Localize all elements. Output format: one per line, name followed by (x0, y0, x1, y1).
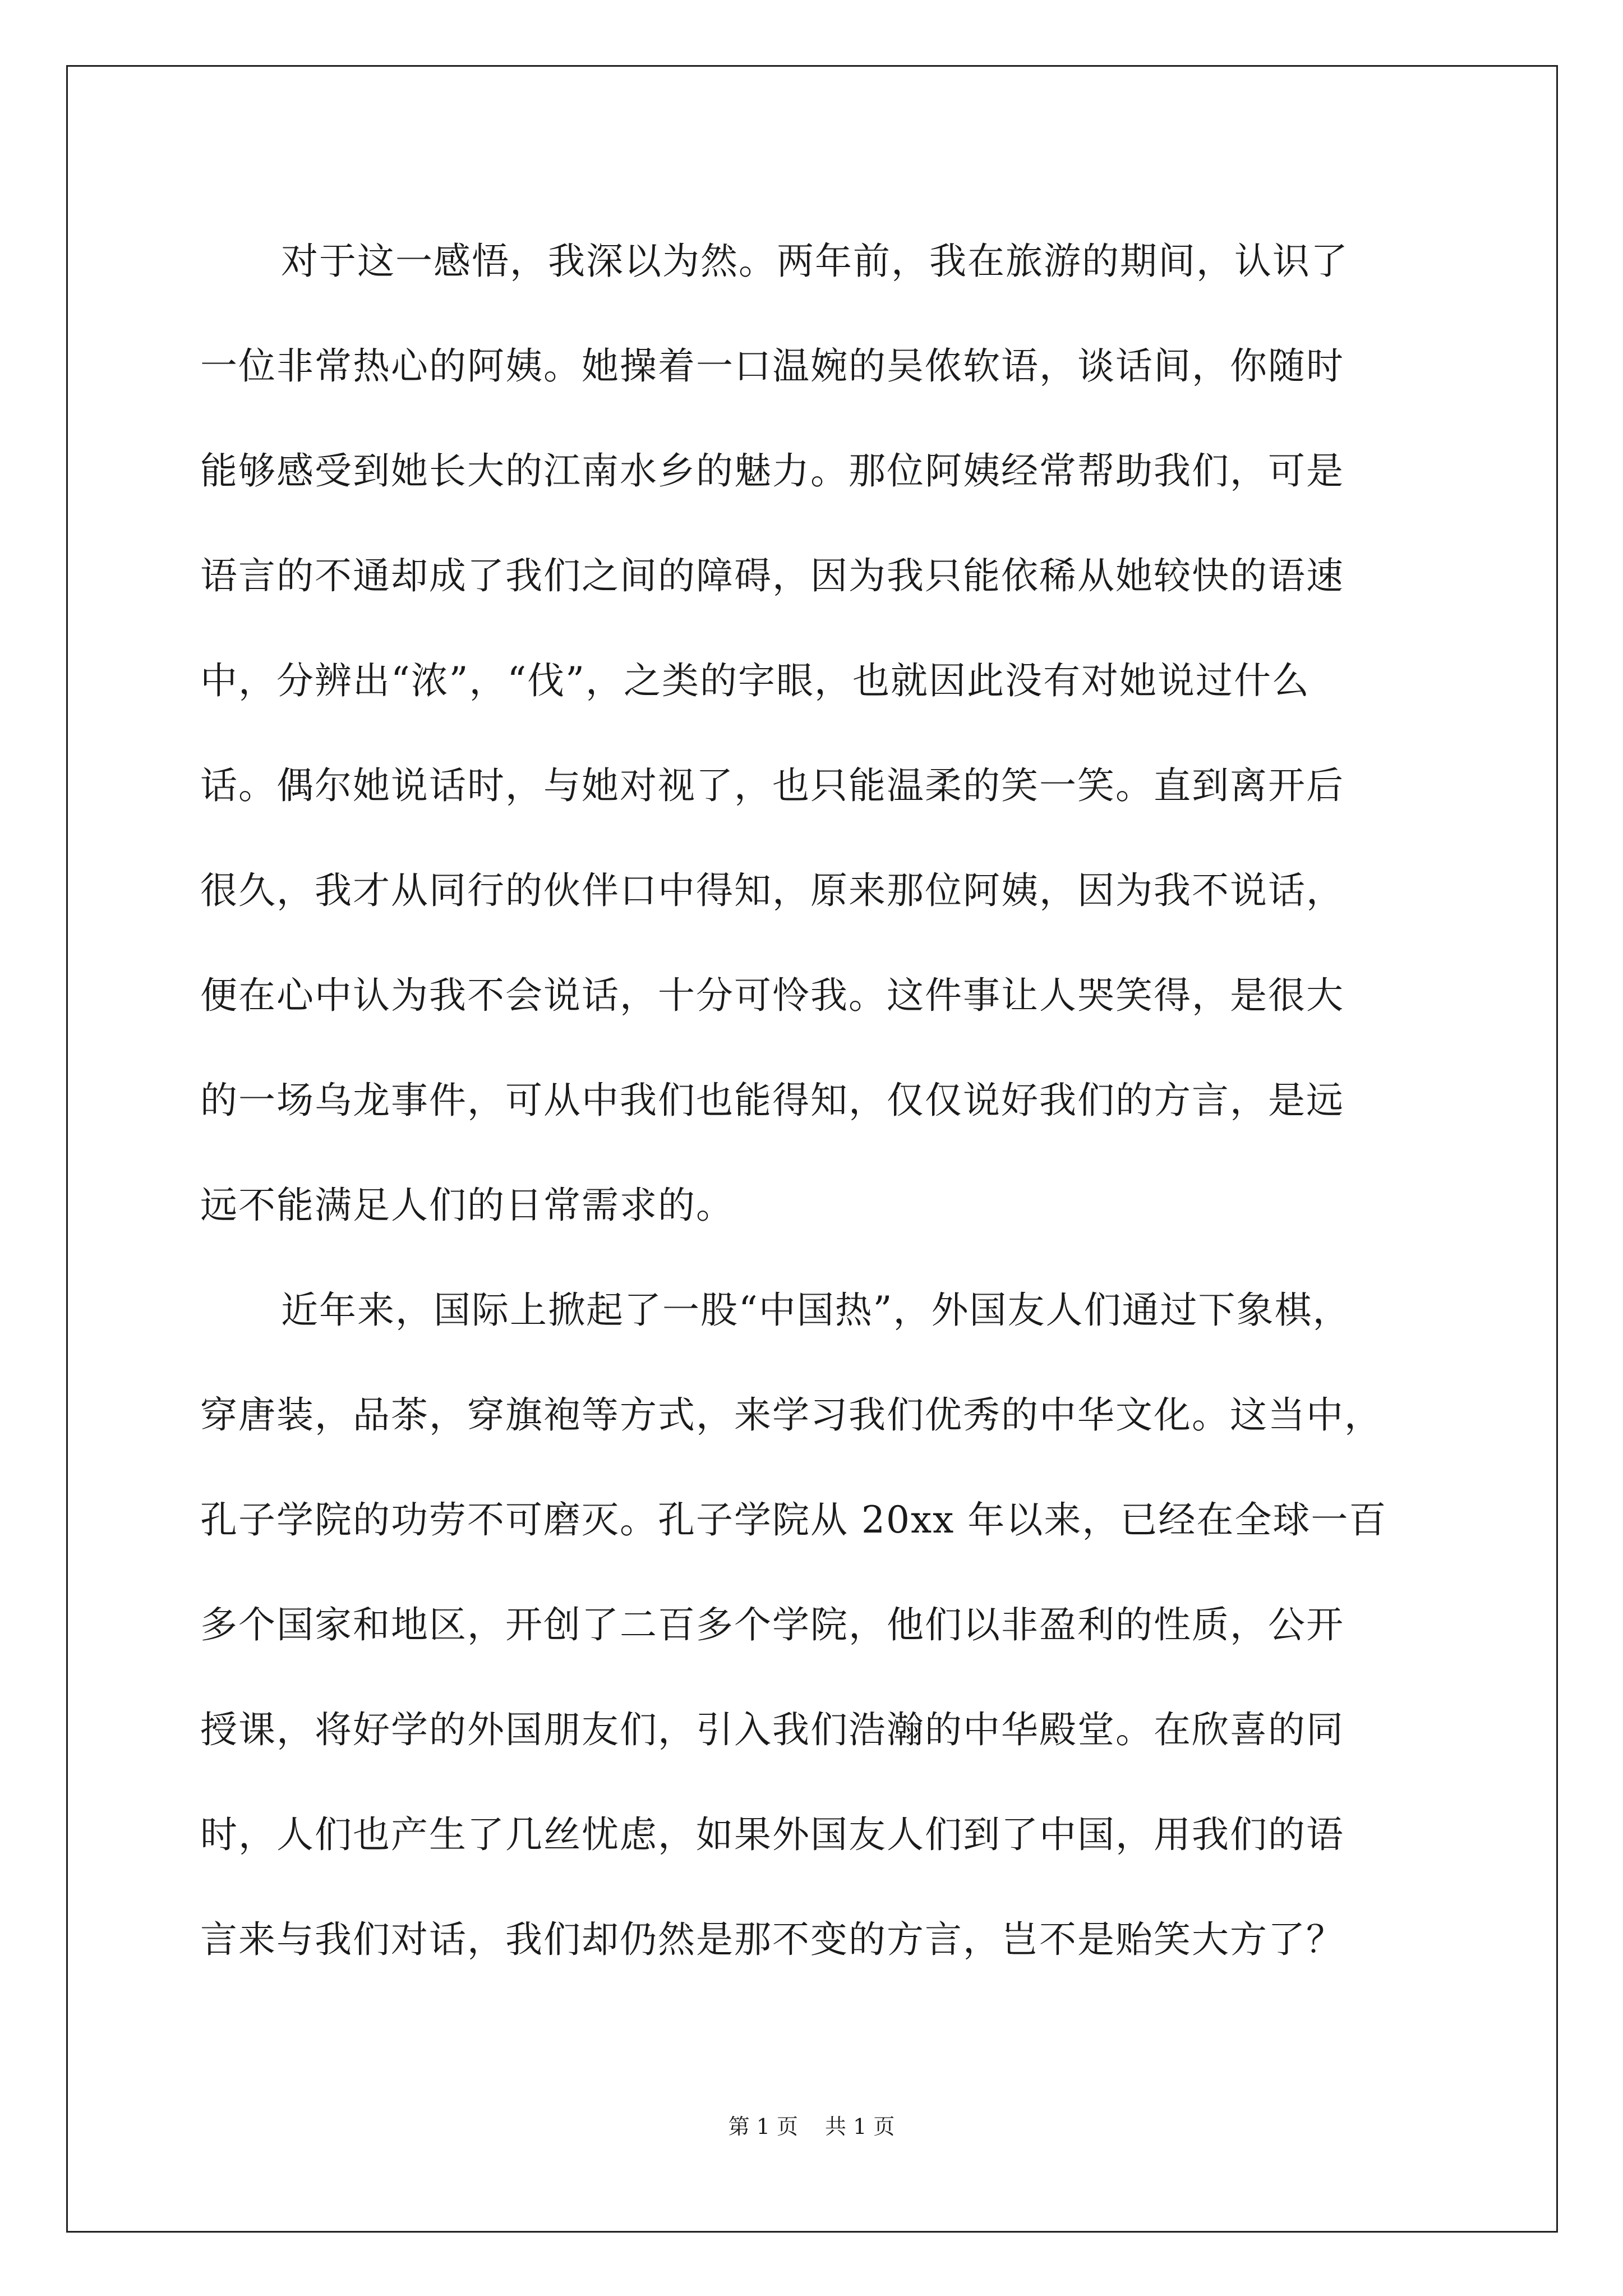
page-footer (0, 2109, 1623, 2140)
page-number-total: 共 1 页 (825, 2114, 895, 2139)
paragraph-line: 话。偶尔她说话时，与她对视了，也只能温柔的笑一笑。直到离开后 (200, 764, 1344, 807)
paragraph-line: 时，人们也产生了几丝忧虑，如果外国友人们到了中国，用我们的语 (200, 1813, 1344, 1856)
paragraph-line: 的一场乌龙事件，可从中我们也能得知，仅仅说好我们的方言，是远 (200, 1079, 1344, 1122)
paragraph-line: 穿唐装，品茶，穿旗袍等方式，来学习我们优秀的中华文化。这当中， (200, 1393, 1382, 1437)
paragraph-line: 近年来，国际上掀起了一股“中国热”，外国友人们通过下象棋， (281, 1289, 1351, 1332)
paragraph-line: 中，分辨出“浓”，“伐”，之类的字眼，也就因此没有对她说过什么 (200, 659, 1310, 702)
paragraph-line: 能够感受到她长大的江南水乡的魅力。那位阿姨经常帮助我们，可是 (200, 449, 1344, 493)
paragraph-line: 言来与我们对话，我们却仍然是那不变的方言，岂不是贻笑大方了？ (200, 1918, 1344, 1961)
paragraph-2 (200, 1258, 1479, 1992)
paragraph-line: 对于这一感悟，我深以为然。两年前，我在旅游的期间，认识了 (281, 240, 1349, 283)
paragraph-line: 孔子学院的功劳不可磨灭。孔子学院从 20xx 年以来，已经在全球一百 (200, 1498, 1387, 1542)
document-body (200, 209, 1479, 1992)
paragraph-line: 多个国家和地区，开创了二百多个学院，他们以非盈利的性质，公开 (200, 1603, 1344, 1646)
paragraph-line: 语言的不通却成了我们之间的障碍，因为我只能依稀从她较快的语速 (200, 554, 1344, 597)
paragraph-line: 远不能满足人们的日常需求的。 (200, 1184, 734, 1227)
paragraph-line: 很久，我才从同行的伙伴口中得知，原来那位阿姨，因为我不说话， (200, 869, 1344, 912)
page-number-current: 第 1 页 (728, 2114, 798, 2139)
paragraph-line: 便在心中认为我不会说话，十分可怜我。这件事让人哭笑得，是很大 (200, 974, 1344, 1017)
paragraph-line: 一位非常热心的阿姨。她操着一口温婉的吴侬软语，谈话间，你随时 (200, 344, 1344, 388)
paragraph-1 (200, 209, 1479, 1258)
paragraph-line: 授课，将好学的外国朋友们，引入我们浩瀚的中华殿堂。在欣喜的同 (200, 1708, 1344, 1751)
